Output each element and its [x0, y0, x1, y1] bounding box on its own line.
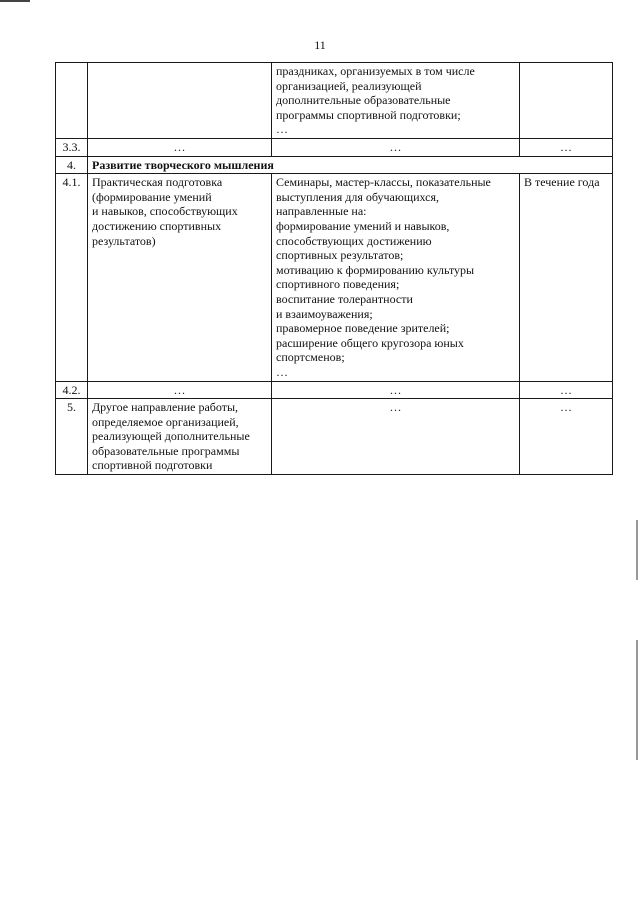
activities-cell: …: [272, 139, 520, 157]
timing-cell: …: [520, 139, 613, 157]
timing-cell: В течение года: [520, 174, 613, 381]
table-row: [56, 139, 613, 157]
direction-cell: …: [88, 381, 272, 399]
direction-cell: [88, 63, 272, 139]
table-row: [56, 399, 613, 475]
row-number-cell: 3.3.: [56, 139, 88, 157]
row-number-cell: 4.: [56, 156, 88, 174]
table-row: [56, 174, 613, 381]
row-number-cell: 4.1.: [56, 174, 88, 381]
timing-cell: [520, 63, 613, 139]
row-number-cell: [56, 63, 88, 139]
activities-cell: …: [272, 381, 520, 399]
timing-cell: …: [520, 399, 613, 475]
plan-table: [55, 62, 613, 475]
scan-edge-mark: [636, 640, 638, 760]
page-number: 11: [314, 38, 326, 52]
table-row: [56, 63, 613, 139]
activities-cell: …: [272, 399, 520, 475]
row-number-cell: 5.: [56, 399, 88, 475]
table-row: [56, 381, 613, 399]
timing-cell: …: [520, 381, 613, 399]
direction-cell: Практическая подготовка (формирование умений и навыков, способствующих достижению спортивных результатов): [88, 174, 272, 381]
scan-edge-mark: [636, 520, 638, 580]
activities-cell: праздниках, организуемых в том числе организацией, реализующей дополнительные образовательные программы спортивной подготовки; …: [272, 63, 520, 139]
scan-corner-mark: [0, 0, 30, 5]
section-header-row: [56, 156, 613, 174]
direction-cell: …: [88, 139, 272, 157]
section-title: Развитие творческого мышления: [88, 156, 613, 174]
direction-cell: Другое направление работы, определяемое организацией, реализующей дополнительные образовательные программы спортивной подготовки: [88, 399, 272, 475]
row-number-cell: 4.2.: [56, 381, 88, 399]
activities-cell: Семинары, мастер-классы, показательные выступления для обучающихся, направленные на: формирование умений и навыков, способствующих достижению спортивных результатов; мотивацию к формированию культуры спортивного поведения; воспитание толерантности и взаимоуважения; правомерное поведение зрителей; расширение общего кругозора юных спортсменов; …: [272, 174, 520, 381]
